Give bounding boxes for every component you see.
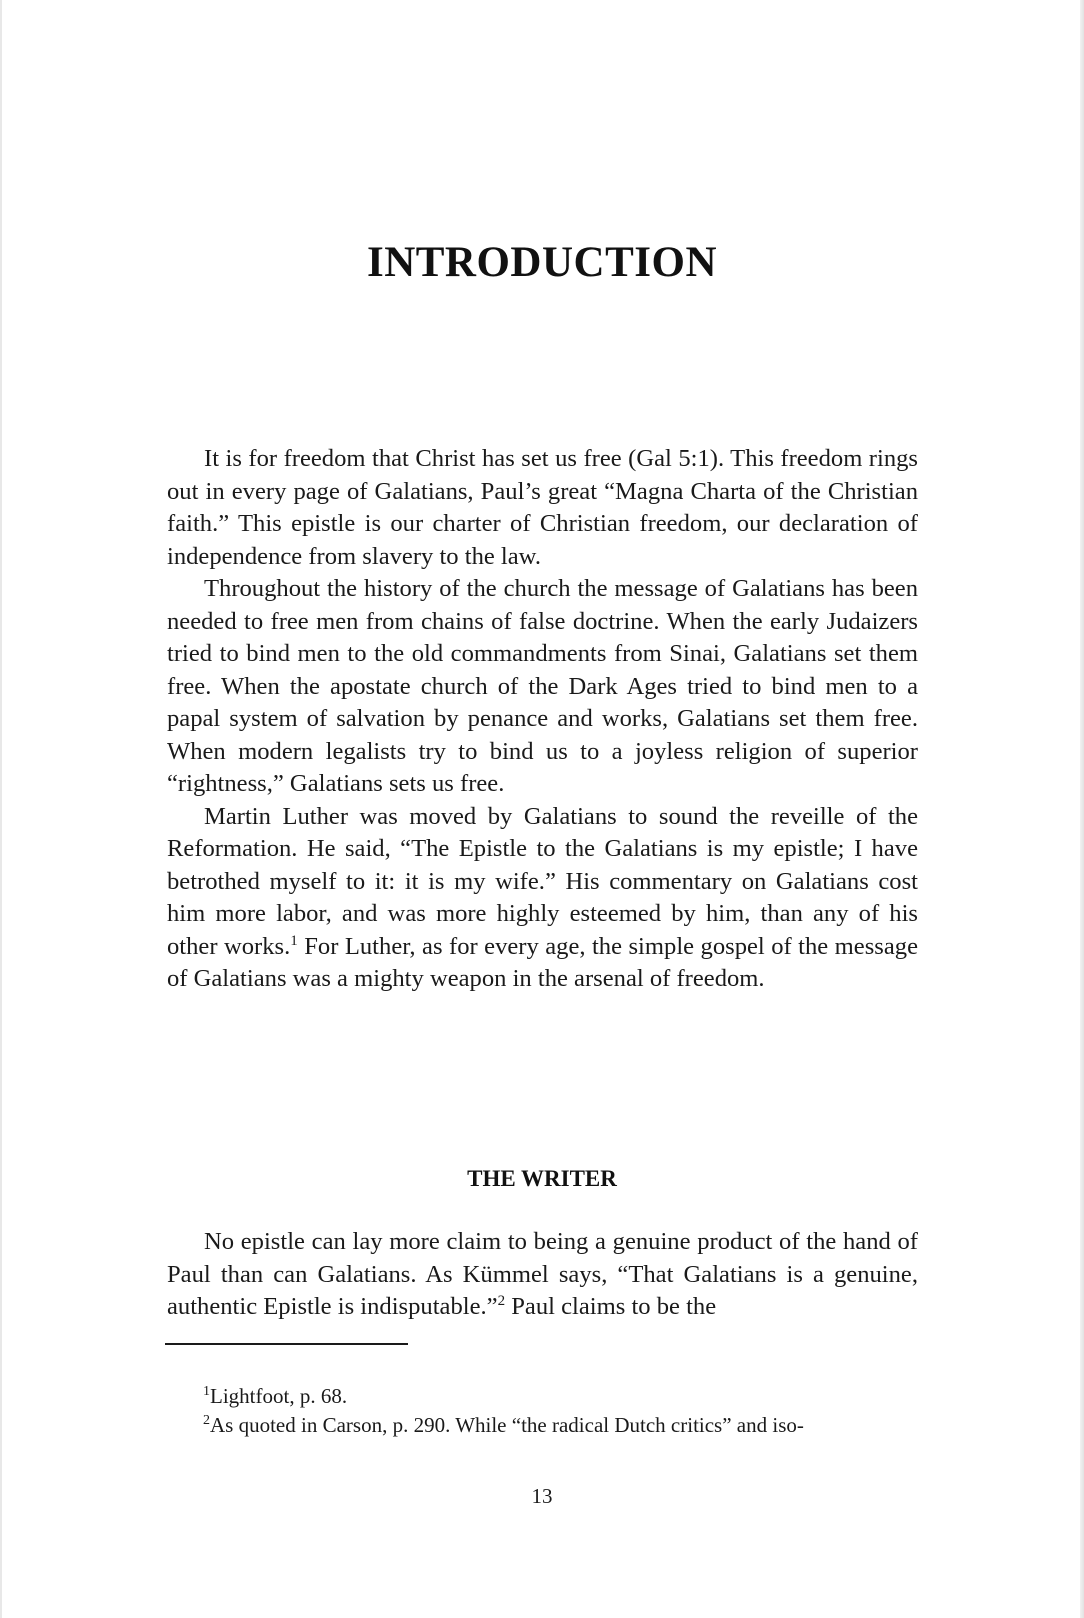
footnote-separator: [165, 1343, 408, 1345]
footnote-reference: 1: [290, 932, 298, 949]
intro-paragraph-2: Throughout the history of the church the message of Galatians has been needed to free men from chains of false doctrine. When the early Judaizers tried to bind men to the old commandments from Sinai, Galatians set them free. When the apostate church of the Dark Ages tried to bind men to a papal system of salvation by penance and works, Galatians set them free. When modern legalists try to bind us to a joyless religion of superior “rightness,” Galatians sets us free.: [167, 575, 918, 797]
paragraph-text: No epistle can lay more claim to being a genuine product of the hand of Paul than can Galatians. As Kümmel says, “That Galatians is a genuine, authentic Epistle is indisputable.”: [167, 1228, 918, 1320]
paragraph-text: For Luther, as for every age, the simple gospel of the message of Galatians was a mighty weapon in the arsenal of freedom.: [167, 932, 918, 992]
section-heading-writer: THE WRITER: [467, 1166, 617, 1191]
paragraph-text: Martin Luther was moved by Galatians to sound the reveille of the Reformation. He said, “The Epistle to the Galatians is my epistle; I have betrothed myself to it: it is my wife.” His commentary on Galatians cost him more labor, and was more highly esteemed by him, than any of his other works.: [167, 802, 918, 960]
paragraph-text: Paul claims to be the: [505, 1293, 717, 1320]
footnote-marker: 2: [203, 1413, 210, 1428]
chapter-title: INTRODUCTION: [366, 239, 718, 286]
footnote-marker: 1: [203, 1384, 210, 1399]
footnote-text: As quoted in Carson, p. 290. While “the radical Dutch critics” and iso-: [210, 1413, 804, 1437]
footnote-1: [203, 1382, 918, 1411]
writer-paragraph: [167, 1226, 918, 1324]
footnote-2: [203, 1411, 918, 1440]
footnote-reference: 2: [497, 1293, 506, 1309]
intro-paragraph-1: It is for freedom that Christ has set us free (Gal 5:1). This freedom rings out in every page of Galatians, Paul’s great “Magna Charta of the Christian faith.” This epistle is our charter of Christian freedom, our declaration of independence from slavery to the law.: [167, 445, 918, 570]
footnotes: [203, 1382, 918, 1440]
intro-text: [167, 443, 918, 996]
page-number: 13: [531, 1484, 553, 1508]
footnote-text: Lightfoot, p. 68.: [210, 1384, 348, 1408]
writer-text: [167, 1226, 918, 1324]
intro-paragraph-3: [167, 801, 918, 996]
